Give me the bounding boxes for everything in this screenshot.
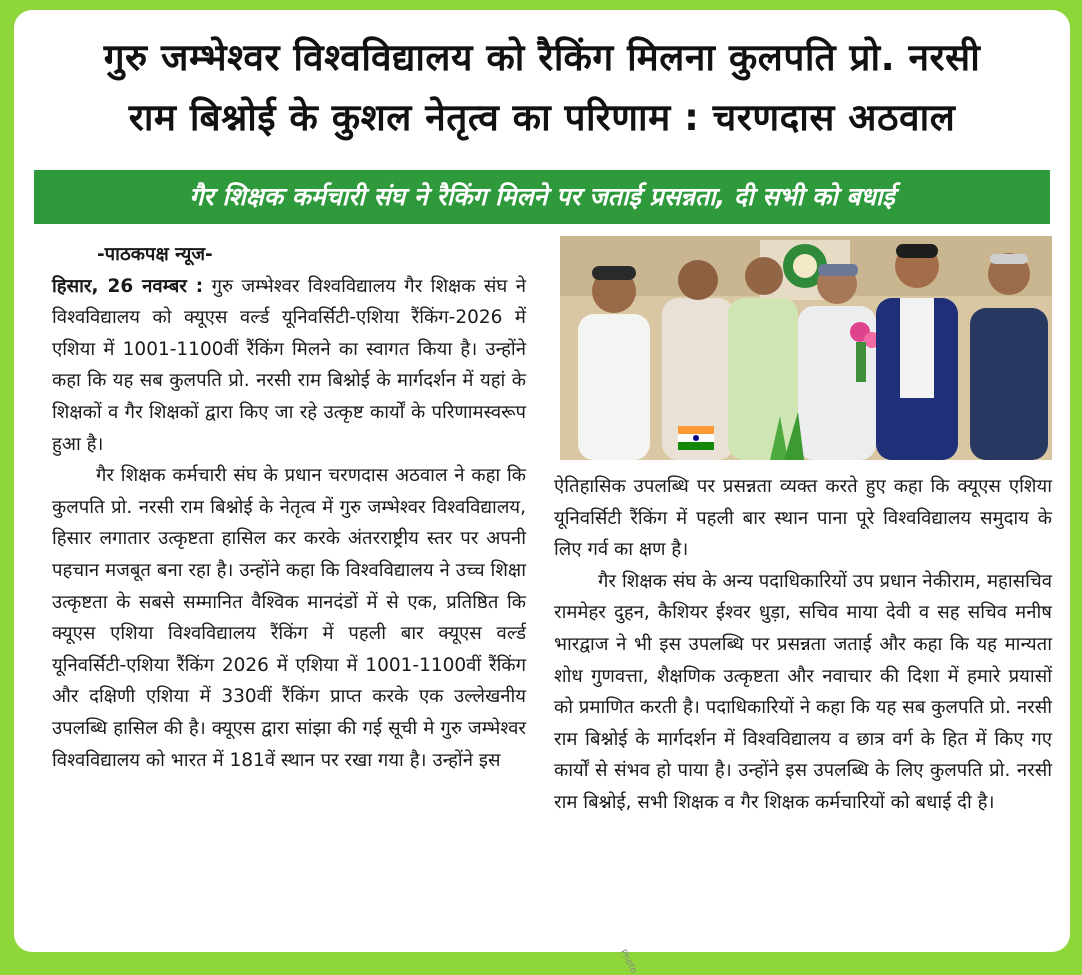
byline: -पाठकपक्ष न्यूज-	[97, 244, 213, 265]
headline	[14, 28, 1070, 148]
group-photo-illustration	[560, 236, 1052, 460]
left-column	[52, 239, 526, 776]
headline-line-1: गुरु जम्भेश्वर विश्वविद्यालय को रैकिंग मिलना कुलपति प्रो. नरसी	[103, 36, 981, 79]
desk-flag	[678, 426, 714, 450]
dateline: हिसार, 26 नवम्बर :	[52, 275, 204, 297]
paragraph-2: गैर शिक्षक कर्मचारी संघ के प्रधान चरणदास अठवाल ने कहा कि कुलपति प्रो. नरसी राम बिश्नोई के नेतृत्व में गुरु जम्भेश्वर विश्वविद्यालय, हिसार लगातार उत्कृष्टता हासिल कर करके अंतरराष्ट्रीय स्तर पर अपनी पहचान मजबूत बना रहा है। उन्होंने कहा कि विश्वविद्यालय ने उच्च शिक्षा उत्कृष्टता के सबसे सम्मानित वैश्विक मानदंडों में से एक, प्रतिष्ठित कि क्यूएस एशिया विश्वविद्यालय रैंकिंग में पहली बार क्यूएस वर्ल्ड यूनिवर्सिटी-एशिया रैंकिंग 2026 में एशिया में 1001-1100वीं रैंकिंग और दक्षिणी एशिया में 330वीं रैंकिंग प्राप्त करके एक उल्लेखनीय उपलब्धि हासिल की है। क्यूएस द्वारा सांझा की गई सूची मे गुरु जम्भेश्वर विश्वविद्यालय को भारत में 181वें स्थान पर रखा गया है। उन्होंने इस	[52, 465, 526, 771]
photo-stamp: Photo	[617, 948, 639, 975]
paragraph-3: ऐतिहासिक उपलब्धि पर प्रसन्नता व्यक्त करते हुए कहा कि क्यूएस एशिया यूनिवर्सिटी रैंकिंग में पहली बार स्थान पाना पूरे विश्वविद्यालय समुदाय के लिए गर्व का क्षण है।	[554, 476, 1052, 561]
newspaper-clipping	[14, 10, 1070, 975]
paragraph-1	[52, 271, 526, 461]
headline-line-2: राम बिश्नोई के कुशल नेतृत्व का परिणाम : चरणदास अठवाल	[128, 96, 956, 139]
paragraph-4: गैर शिक्षक संघ के अन्य पदाधिकारियों उप प्रधान नेकीराम, महासचिव राममेहर दुहन, कैशियर ईश्वर धुड़ा, सचिव माया देवी व सह सचिव मनीष भारद्वाज ने भी इस उपलब्धि पर प्रसन्नता जताई और कहा कि यह मान्यता शोध गुणवत्ता, शैक्षणिक उत्कृष्टता और नवाचार की दिशा में हमारे प्रयासों को प्रमाणित करती है। पदाधिकारियों ने कहा कि यह सब कुलपति प्रो. नरसी राम बिश्नोई के मार्गदर्शन में विश्वविद्यालय व छात्र वर्ग के हित में किए गए कार्यों से संभव हो पाया है। उन्होंने इस उपलब्धि के लिए कुलपति प्रो. नरसी राम बिश्नोई, सभी शिक्षक व गैर शिक्षक कर्मचारियों को बधाई दी है।	[554, 570, 1052, 813]
subheadline-banner: गैर शिक्षक कर्मचारी संघ ने रैकिंग मिलने पर जताई प्रसन्नता, दी सभी को बधाई	[34, 170, 1050, 224]
news-photo	[560, 236, 1052, 460]
paragraph-1-text: गुरु जम्भेश्वर विश्वविद्यालय गैर शिक्षक संघ ने विश्वविद्यालय को क्यूएस वर्ल्ड यूनिवर्सिटी-एशिया रैंकिंग-2026 में एशिया में 1001-1100वीं रैंकिंग मिलने का स्वागत किया है। उन्होंने कहा कि यह सब कुलपति प्रो. नरसी राम बिश्नोई के मार्गदर्शन में यहां के शिक्षकों व गैर शिक्षकों द्वारा किए जा रहे उत्कृष्ट कार्यों के परिणामस्वरूप हुआ है।	[52, 275, 526, 455]
right-column	[554, 471, 1052, 819]
